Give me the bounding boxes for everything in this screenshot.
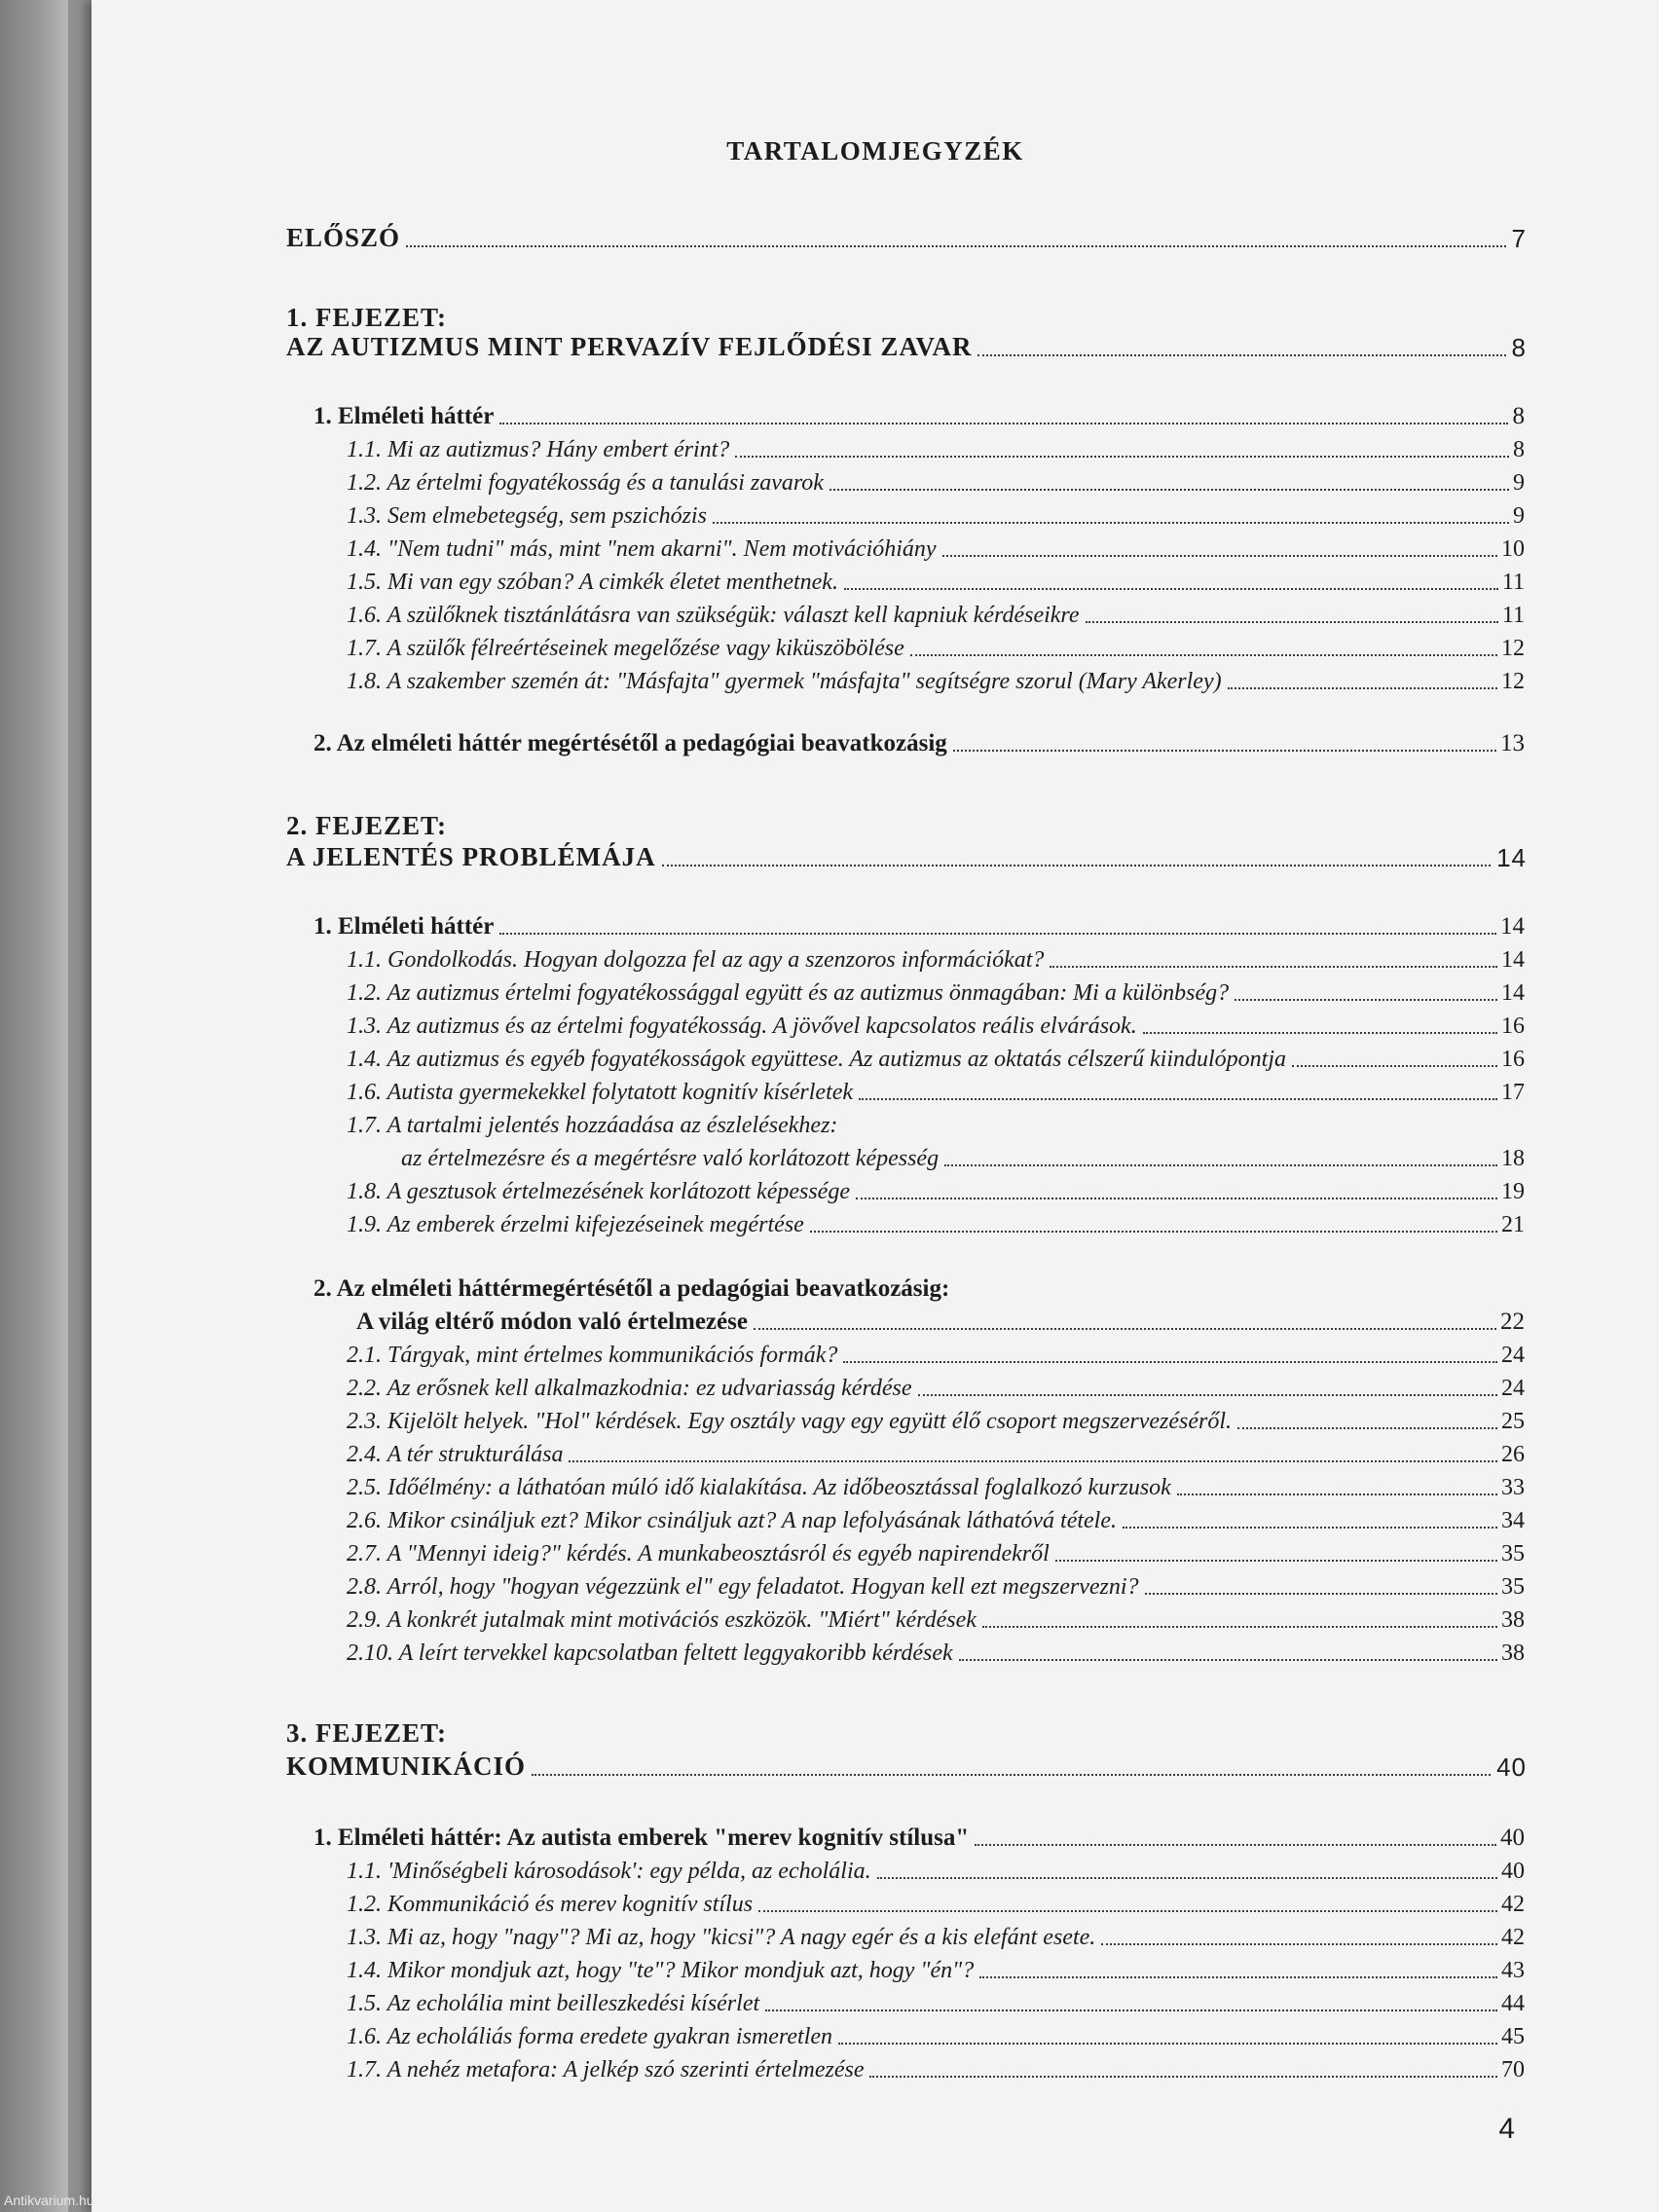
leader-dots bbox=[1228, 687, 1497, 689]
leader-dots bbox=[1145, 1593, 1497, 1595]
leader-dots bbox=[569, 1460, 1497, 1462]
leader-dots bbox=[1050, 966, 1497, 968]
leader-dots bbox=[977, 354, 1506, 356]
leader-dots bbox=[859, 1098, 1497, 1100]
leader-dots bbox=[1123, 1527, 1497, 1529]
leader-dots bbox=[942, 555, 1497, 557]
leader-dots bbox=[1235, 999, 1497, 1001]
leader-dots bbox=[1177, 1493, 1497, 1495]
leader-dots bbox=[499, 423, 1508, 424]
leader-dots bbox=[754, 1328, 1496, 1330]
leader-dots bbox=[1143, 1032, 1497, 1034]
leader-dots bbox=[1237, 1427, 1497, 1429]
leader-dots bbox=[1055, 1560, 1497, 1562]
leader-dots bbox=[758, 1910, 1497, 1912]
leader-dots bbox=[1101, 1943, 1497, 1945]
leader-dots bbox=[662, 865, 1491, 866]
page-title: TARTALOMJEGYZÉK bbox=[726, 136, 1024, 166]
leader-dots bbox=[532, 1774, 1491, 1776]
leader-dots bbox=[944, 1164, 1497, 1166]
leader-dots bbox=[1086, 621, 1498, 623]
leader-dots bbox=[810, 1231, 1497, 1233]
leader-dots bbox=[910, 654, 1497, 656]
leader-dots bbox=[918, 1394, 1497, 1396]
leader-dots bbox=[830, 489, 1509, 491]
leader-dots bbox=[838, 2043, 1497, 2045]
leader-dots bbox=[713, 522, 1509, 524]
leader-dots bbox=[844, 588, 1498, 590]
page-number: 4 bbox=[1498, 2113, 1515, 2145]
leader-dots bbox=[953, 750, 1496, 752]
leader-dots bbox=[869, 2076, 1497, 2078]
leader-dots bbox=[979, 1976, 1497, 1978]
leader-dots bbox=[499, 933, 1496, 935]
book-page: TARTALOMJEGYZÉK ELŐSZÓ 7 1. FEJEZET: AZ AUTIZMUS MINT PERVAZÍV FEJLŐDÉSI ZAVAR 8 1. Elméleti háttér 8 1.1. Mi az autizmus? Hány embert érint? 8 1.2. Az értelmi fogyatékosság és a tanulási zavarok 9 1.3. Sem elmebetegség, sem pszichózis 9 1.4. "Nem tudni" más, mint "nem akarni". Nem motivációhiány 10 1.5. Mi van egy szóban? A cimkék életet menthetnek. 11 1.6. A szülőknek tisztánlátásra van szükségük: választ kell kapniuk kérdéseikre 11 1.7. A szülők félreértéseinek megelőzése vagy kiküszöbölése 12 1.8. A szakember szemén át: "Másfajta" gyermek "másfajta" segítségre szorul (Mary Akerley) 12 2. Az elméleti háttér megértésétől a pedagógiai beavatkozásig 13 2. FEJEZET: A JELENTÉS PROBLÉMÁJA 14 1. Elméleti háttér 14 1.1. Gondolkodás. Hogyan dolgozza fel az agy a szenzoros információkat? 14 1.2. Az autizmus értelmi fogyatékossággal együtt és az autizmus önmagában: Mi a különbség? 14 1.3. Az autizmus és az értelmi fogyatékosság. A jövővel kapcsolatos reális elvárások. 16 1.4. Az autizmus és egyéb fogyatékosságok együttese. Az autizmus az oktatás célszerű kiindulópontja 16 1.6. Autista gyermekekkel folytatott kognitív kísérletek 17 1.7. A tartalmi jelentés hozzáadása az észlelésekhez: az értelmezésre és a megértésre való korlátozott képesség 18 1.8. A gesztusok értelmezésének korlátozott képessége 19 1.9. Az emberek érzelmi kifejezéseinek megértése 21 2. Az elméleti háttérmegértésétől a pedagógiai beavatkozásig: A világ eltérő módon való értelmezése 22 2.1. Tárgyak, mint értelmes kommunikációs formák? 24 2.2. Az erősnek kell alkalmazkodnia: ez udvariasság kérdése 24 2.3. Kijelölt helyek. "Hol" kérdések. Egy osztály vagy egy együtt élő csoport megszervezéséről. 25 2.4. A tér strukturálása 26 2.5. Időélmény: a láthatóan múló idő kialakítása. Az időbeosztással foglalkozó kurzusok 33 2.6. Mikor csináljuk ezt? Mikor csináljuk azt? A nap lefolyásának láthatóvá tétele. 34 2.7. A "Mennyi ideig?" kérdés. A munkabeosztásról és egyéb napirendekről 35 2.8. Arról, hogy "hogyan végezzünk el" egy feladatot. Hogyan kell ezt megszervezni? 35 2.9. A konkrét jutalmak mint motivációs eszközök. "Miért" kérdések 38 2.10. A leírt tervekkel kapcsolatban feltett leggyakoribb kérdések 38 3. FEJEZET: KOMMUNIKÁCIÓ 40 1. Elméleti háttér: Az autista emberek "merev kognitív stílusa" 40 1.1. 'Minőségbeli károsodások': egy példa, az echolália. 40 1.2. Kommunikáció és merev kognitív stílus 42 1.3. Mi az, hogy "nagy"? Mi az, hogy "kicsi"? A nagy egér és a kis elefánt esete. 42 1.4. Mikor mondjuk azt, hogy "te"? Mikor mondjuk azt, hogy "én"? 43 1.5. Az echolália mint beilleszkedési kísérlet 44 1.6. Az echoláliás forma eredete gyakran ismeretlen 45 1.7. A nehéz metafora: A jelkép szó szerinti értelmezése 70 4 bbox=[92, 0, 1659, 2212]
leader-dots bbox=[856, 1198, 1497, 1199]
leader-dots bbox=[877, 1877, 1497, 1879]
watermark: Antikvarium.hu bbox=[4, 2193, 94, 2208]
leader-dots bbox=[843, 1361, 1497, 1363]
leader-dots bbox=[959, 1659, 1497, 1661]
leader-dots bbox=[406, 245, 1506, 247]
leader-dots bbox=[735, 456, 1509, 458]
leader-dots bbox=[1292, 1065, 1497, 1067]
leader-dots bbox=[975, 1844, 1496, 1846]
leader-dots bbox=[765, 2009, 1497, 2011]
book-spine bbox=[0, 0, 68, 2212]
leader-dots bbox=[982, 1626, 1497, 1628]
